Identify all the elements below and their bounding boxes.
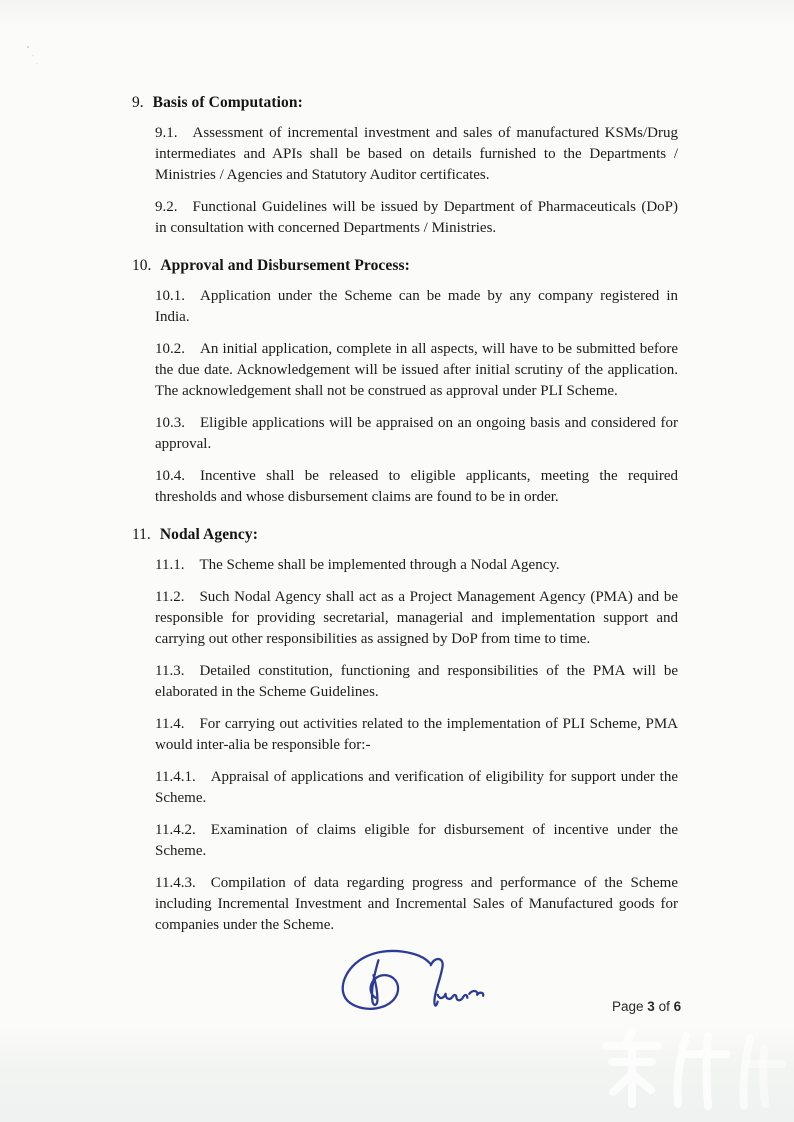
- paragraph-text: Detailed constitution, functioning and responsibilities of the PMA will be elaborated in the Scheme Guidelines.: [155, 663, 678, 700]
- paragraph-number: 11.4.: [155, 716, 185, 732]
- section-title: Approval and Disbursement Process:: [160, 257, 410, 274]
- paragraph-text: Such Nodal Agency shall act as a Project Management Agency (PMA) and be responsible for providing secretarial, managerial and implementation support and carrying out other responsibilities as assigned by DoP from time to time.: [155, 589, 678, 647]
- scan-edge-shade: [0, 0, 794, 26]
- paragraph-10-3: [155, 413, 678, 455]
- section-number: 10.: [132, 257, 152, 274]
- paragraph-number: 9.2.: [155, 199, 178, 215]
- paragraph-number: 11.4.2.: [155, 822, 196, 838]
- paragraph-text: Appraisal of applications and verification of eligibility for support under the Scheme.: [155, 769, 678, 806]
- section-heading: [132, 524, 678, 545]
- paragraph-10-2: [155, 339, 678, 402]
- section-title: Basis of Computation:: [152, 94, 303, 111]
- paragraph-number: 11.1.: [155, 557, 185, 573]
- paragraph-text: Examination of claims eligible for disbursement of incentive under the Scheme.: [155, 822, 678, 859]
- paragraph-text: For carrying out activities related to the implementation of PLI Scheme, PMA would inter-alia be responsible for:-: [155, 716, 678, 753]
- watermark-cjk-character: [598, 1024, 794, 1112]
- watermark-strokes: [606, 1032, 782, 1106]
- section-nodal-agency: [132, 524, 678, 936]
- paragraph-11-4-1: [155, 767, 678, 809]
- paragraph-10-4: [155, 466, 678, 508]
- paragraph-11-3: [155, 661, 678, 703]
- section-number: 11.: [132, 526, 151, 543]
- paragraph-text: Application under the Scheme can be made by any company registered in India.: [155, 288, 678, 325]
- handwritten-signature: [333, 948, 491, 1010]
- paragraph-number: 11.4.1.: [155, 769, 196, 785]
- paragraph-number: 10.2.: [155, 341, 185, 357]
- paragraph-number: 11.3.: [155, 663, 185, 679]
- paragraph-text: Functional Guidelines will be issued by Department of Pharmaceuticals (DoP) in consultation with concerned Departments / Ministries.: [155, 199, 678, 236]
- page-footer: [612, 999, 681, 1014]
- paragraph-text: The Scheme shall be implemented through a Nodal Agency.: [199, 557, 560, 573]
- paragraph-number: 11.4.3.: [155, 875, 196, 891]
- section-basis-of-computation: [132, 92, 678, 239]
- section-heading: [132, 92, 678, 113]
- paragraph-text: Compilation of data regarding progress and performance of the Scheme including Incremental Investment and Incremental Sales of Manufactured goods for companies under the Scheme.: [155, 875, 678, 933]
- paragraph-9-2: [155, 197, 678, 239]
- section-number: 9.: [132, 94, 144, 111]
- paragraph-text: Incentive shall be released to eligible applicants, meeting the required thresholds and whose disbursement claims are found to be in order.: [155, 468, 678, 505]
- footer-page-label: Page: [612, 999, 644, 1014]
- paragraph-text: Eligible applications will be appraised on an ongoing basis and considered for approval.: [155, 415, 678, 452]
- paragraph-text: An initial application, complete in all aspects, will have to be submitted before the due date. Acknowledgement will be issued after initial scrutiny of the application. The acknowledgement shall not be construed as approval under PLI Scheme.: [155, 341, 678, 399]
- paragraph-number: 10.3.: [155, 415, 185, 431]
- paragraph-number: 9.1.: [155, 125, 178, 141]
- signature-strokes: [343, 951, 484, 1009]
- section-approval-and-disbursement: [132, 255, 678, 508]
- scan-speckle: [27, 46, 29, 48]
- footer-page-number: 3: [647, 999, 655, 1014]
- paragraph-10-1: [155, 286, 678, 328]
- paragraph-11-2: [155, 587, 678, 650]
- paragraph-number: 10.1.: [155, 288, 185, 304]
- paragraph-text: Assessment of incremental investment and sales of manufactured KSMs/Drug intermediates and APIs shall be based on details furnished to the Departments / Ministries / Agencies and Statutory Auditor certificates.: [155, 125, 678, 183]
- paragraph-11-4-3: [155, 873, 678, 936]
- paragraph-11-4-2: [155, 820, 678, 862]
- footer-total-pages: 6: [673, 999, 682, 1014]
- footer-of-label: of: [658, 999, 670, 1014]
- paragraph-number: 10.4.: [155, 468, 185, 484]
- paragraph-9-1: [155, 123, 678, 186]
- section-title: Nodal Agency:: [159, 526, 258, 543]
- section-heading: [132, 255, 678, 276]
- paragraph-number: 11.2.: [155, 589, 185, 605]
- paragraph-11-1: [155, 555, 678, 576]
- document-content: [132, 92, 678, 947]
- paragraph-11-4: [155, 714, 678, 756]
